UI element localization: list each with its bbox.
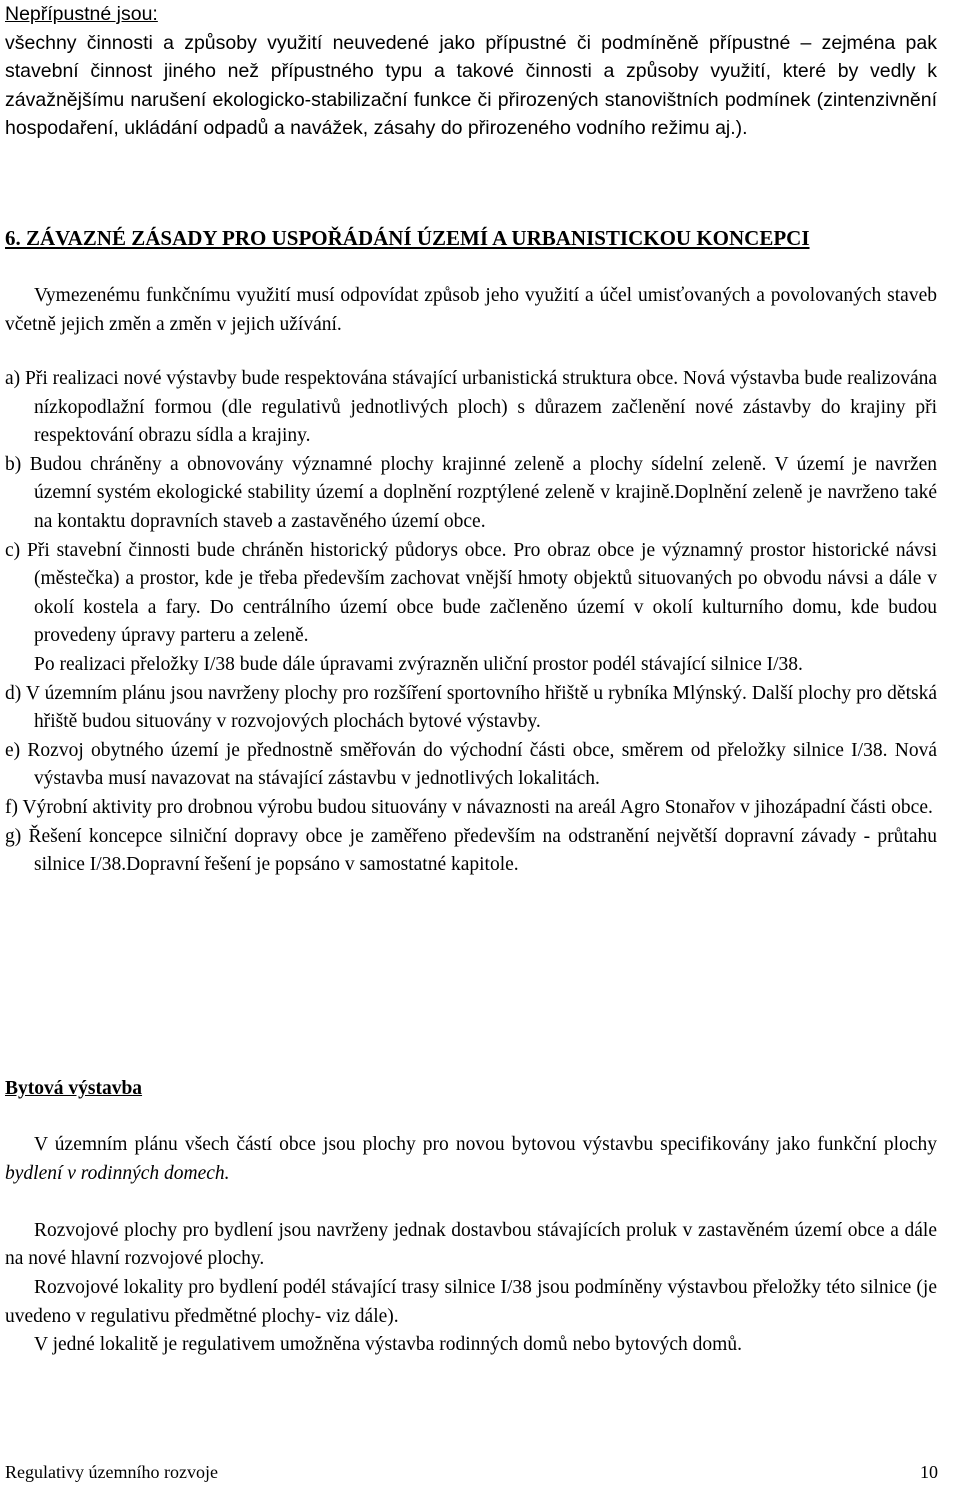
list-item-e: e) Rozvoj obytného území je přednostně směřován do východní části obce, směrem od přeložky silnice I/38. Nová výstavba musí navazovat na stávající zástavbu v jednotlivých lokalitách. (5, 739, 937, 790)
footer-title: Regulativy územního rozvoje (5, 1462, 218, 1482)
list-item-d: d) V územním plánu jsou navrženy plochy pro rozšíření sportovního hřiště u rybníka Mlýnský. Další plochy pro dětská hřiště budou situovány v rozvojových plochách bytové výstavby. (5, 682, 937, 733)
section-6-title: 6. ZÁVAZNÉ ZÁSADY PRO USPOŘÁDÁNÍ ÚZEMÍ A URBANISTICKOU KONCEPCI (5, 226, 810, 250)
housing-paragraph-3: Rozvojové lokality pro bydlení podél stávající trasy silnice I/38 jsou podmíněny výstavbou přeložky této silnice (je uvedeno v regulativu předmětné plochy- viz dále). (5, 1276, 937, 1327)
prohibited-text: všechny činnosti a způsoby využití neuvedené jako přípustné či podmíněně přípustné – zejména pak stavební činnost jiného než přípustného typu a takové činnosti a způsoby využití, které by vedly k závažnějšímu narušení ekologicko-stabilizační funkce či přirozených stanovištních podmínek (zintenzivnění hospodaření, ukládání odpadů a navážek, zásahy do přirozeného vodního režimu aj.). (5, 31, 937, 140)
prohibited-uses-block (5, 0, 937, 143)
housing-paragraph-1 (5, 1131, 937, 1188)
housing-p1-text: V územním plánu všech částí obce jsou plochy pro novou bytovou výstavbu specifikovány jako funkční plochy (34, 1134, 937, 1155)
housing-section (5, 1131, 937, 1360)
section-6-intro-text: Vymezenému funkčnímu využití musí odpovídat způsob jeho využití a účel umisťovaných a povolovaných staveb včetně jejich změn a změn v jejich užívání. (5, 285, 937, 335)
section-6-intro (5, 282, 937, 339)
list-item-g: g) Řešení koncepce silniční dopravy obce je zaměřeno především na odstranění největší dopravní závady - průtahu silnice I/38.Dopravní řešení je popsáno v samostatné kapitole. (5, 825, 937, 876)
prohibited-heading: Nepřípustné jsou: (5, 3, 158, 25)
housing-paragraph-2: Rozvojové plochy pro bydlení jsou navrženy jednak dostavbou stávajících proluk v zastavěném území obce a dále na nové hlavní rozvojové plochy. (5, 1219, 937, 1270)
housing-heading: Bytová výstavba (5, 1078, 143, 1099)
list-item-b: b) Budou chráněny a obnovovány významné plochy krajinné zeleně a plochy sídelní zeleně. V území je navržen územní systém ekologické stability území a doplnění rozptýlené zeleně v krajině.Doplnění zeleně je navrženo také na kontaktu dopravních staveb a zastavěného území obce. (5, 453, 937, 532)
housing-p1-italic: bydlení v rodinných domech. (5, 1162, 230, 1184)
list-item-a: a) Při realizaci nové výstavby bude respektována stávající urbanistická struktura obce. Nová výstavba bude realizována nízkopodlažní formou (dle regulativů jednotlivých ploch) s důrazem začlenění nové zástavby do krajiny při respektování obrazu sídla a krajiny. (5, 368, 937, 447)
principles-list (5, 365, 937, 880)
housing-paragraph-4: V jedné lokalitě je regulativem umožněna výstavba rodinných domů nebo bytových domů. (34, 1334, 742, 1356)
list-item-f: f) Výrobní aktivity pro drobnou výrobu budou situovány v návaznosti na areál Agro Stonařov v jihozápadní části obce. (5, 796, 933, 818)
list-item-c: c) Při stavební činnosti bude chráněn historický půdorys obce. Pro obraz obce je významný prostor historické návsi (městečka) a prostor, kde je třeba především zachovat vnější hmoty objektů situovaných po obvodu návsi a dále v okolí kostela a fary. Do centrálního území obce bude začleněno území v okolí kulturního domu, kde budou provedeny úpravy parteru a zeleně. (5, 539, 937, 647)
page-number: 10 (920, 1462, 938, 1482)
list-item-c-continuation: Po realizaci přeložky I/38 bude dále úpravami zvýrazněn uliční prostor podél stávající silnice I/38. (34, 653, 803, 675)
